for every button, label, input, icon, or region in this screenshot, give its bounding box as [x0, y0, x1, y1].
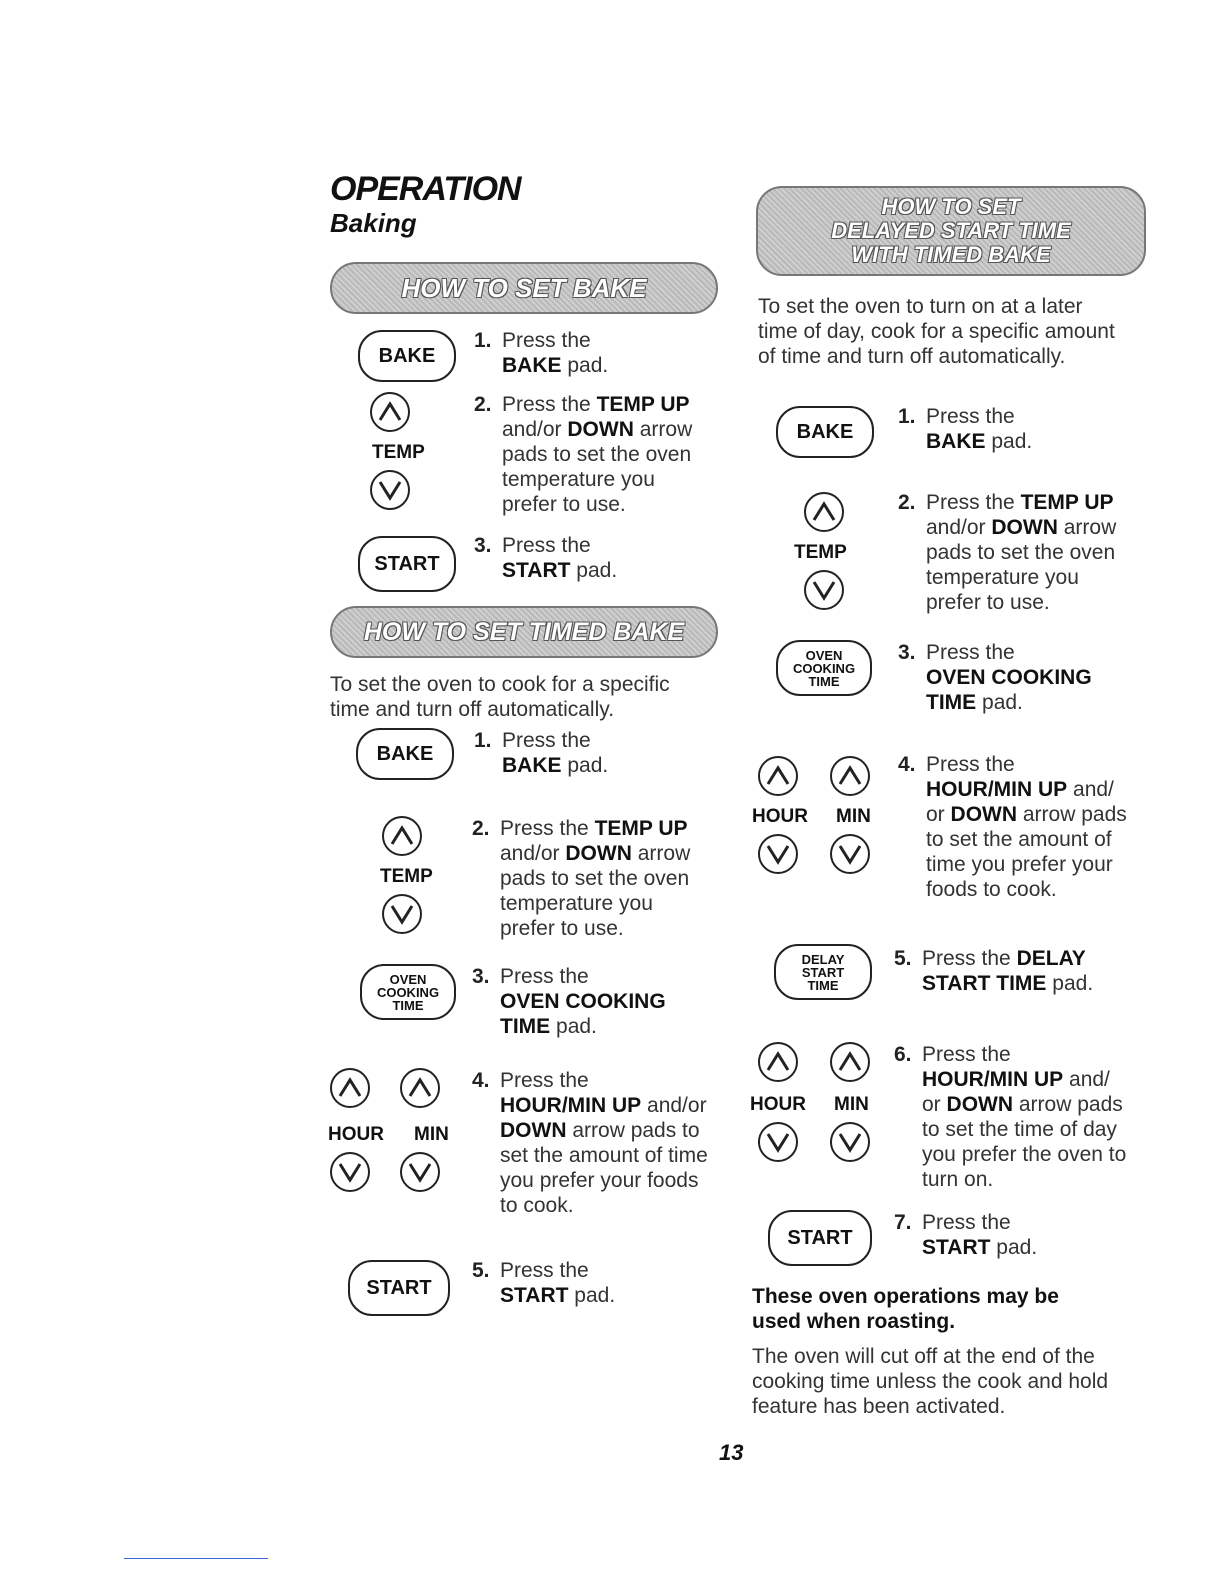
oven-cooking-time-pad[interactable]: OVEN COOKING TIME	[360, 964, 456, 1020]
delayed-step-7: 7. Press the START pad.	[894, 1211, 1038, 1259]
set-bake-step-2: 2. Press the TEMP UP and/or DOWN arrow pads to set the oven temperature you prefer to use.	[474, 393, 693, 516]
delay-start-time-pad[interactable]: DELAY START TIME	[774, 944, 872, 1000]
temp-label: TEMP	[794, 542, 847, 563]
start-pad[interactable]: START	[768, 1210, 872, 1266]
roasting-note-title: These oven operations may be used when roasting.	[752, 1285, 1059, 1333]
oven-cooking-time-pad[interactable]: OVEN COOKING TIME	[776, 640, 872, 696]
bake-pad[interactable]: BAKE	[356, 728, 454, 780]
start-pad[interactable]: START	[348, 1260, 450, 1316]
timed-bake-step-5: 5. Press the START pad.	[472, 1259, 616, 1307]
min-label: MIN	[414, 1124, 449, 1145]
temp-up-icon[interactable]	[804, 492, 844, 532]
hour-up-icon[interactable]	[330, 1068, 370, 1108]
hour-label: HOUR	[328, 1124, 384, 1145]
delayed-step-4: 4. Press the HOUR/MIN UP and/ or DOWN arrow pads to set the amount of time you prefer your foods to cook.	[898, 753, 1127, 901]
set-bake-banner-text: HOW TO SET BAKE	[401, 272, 647, 303]
min-up-icon[interactable]	[830, 756, 870, 796]
timed-bake-banner-text: HOW TO SET TIMED BAKE	[363, 617, 685, 646]
timed-bake-step-3: 3. Press the OVEN COOKING TIME pad.	[472, 965, 666, 1038]
min-down-icon[interactable]	[830, 834, 870, 874]
delayed-step-1: 1. Press the BAKE pad.	[898, 405, 1033, 453]
temp-label: TEMP	[380, 866, 433, 887]
set-bake-step-1: 1. Press the BAKE pad.	[474, 329, 609, 377]
section-title: OPERATION	[330, 170, 521, 208]
min-up-icon[interactable]	[830, 1042, 870, 1082]
timed-bake-intro: To set the oven to cook for a specific time and turn off automatically.	[330, 673, 670, 721]
delayed-step-3: 3. Press the OVEN COOKING TIME pad.	[898, 641, 1092, 714]
temp-label: TEMP	[372, 442, 425, 463]
min-down-icon[interactable]	[400, 1152, 440, 1192]
hour-down-icon[interactable]	[330, 1152, 370, 1192]
timed-bake-step-4: 4. Press the HOUR/MIN UP and/or DOWN arrow pads to set the amount of time you prefer your foods to cook.	[472, 1069, 708, 1217]
hour-label: HOUR	[752, 806, 808, 827]
subsection-title: Baking	[330, 208, 417, 238]
delayed-step-2: 2. Press the TEMP UP and/or DOWN arrow pads to set the oven temperature you prefer to use.	[898, 491, 1117, 614]
hour-up-icon[interactable]	[758, 756, 798, 796]
temp-down-icon[interactable]	[382, 894, 422, 934]
hour-up-icon[interactable]	[758, 1042, 798, 1082]
bake-pad[interactable]: BAKE	[358, 330, 456, 382]
min-label: MIN	[834, 1094, 869, 1115]
temp-up-icon[interactable]	[370, 392, 410, 432]
timed-bake-banner	[330, 606, 718, 658]
bake-pad[interactable]: BAKE	[776, 406, 874, 458]
hour-down-icon[interactable]	[758, 1122, 798, 1162]
min-up-icon[interactable]	[400, 1068, 440, 1108]
set-bake-step-3: 3. Press the START pad.	[474, 534, 618, 582]
min-label: MIN	[836, 806, 871, 827]
hour-down-icon[interactable]	[758, 834, 798, 874]
timed-bake-step-2: 2. Press the TEMP UP and/or DOWN arrow pads to set the oven temperature you prefer to use.	[472, 817, 691, 940]
set-bake-banner	[330, 262, 718, 314]
hour-label: HOUR	[750, 1094, 806, 1115]
page-number: 13	[719, 1440, 744, 1465]
temp-down-icon[interactable]	[804, 570, 844, 610]
min-down-icon[interactable]	[830, 1122, 870, 1162]
temp-down-icon[interactable]	[370, 470, 410, 510]
timed-bake-step-1: 1. Press the BAKE pad.	[474, 729, 609, 777]
start-pad[interactable]: START	[358, 536, 456, 592]
delayed-start-banner: HOW TO SET DELAYED START TIME WITH TIMED BAKE	[756, 186, 1146, 276]
delayed-step-5: 5. Press the DELAY START TIME pad.	[894, 947, 1094, 995]
delayed-start-intro: To set the oven to turn on at a later time of day, cook for a specific amount of time and turn off automatically.	[758, 295, 1115, 368]
delayed-step-6: 6. Press the HOUR/MIN UP and/ or DOWN arrow pads to set the time of day you prefer the oven to turn on.	[894, 1043, 1127, 1191]
roasting-note-text: The oven will cut off at the end of the cooking time unless the cook and hold feature has been activated.	[752, 1345, 1109, 1418]
temp-up-icon[interactable]	[382, 816, 422, 856]
bottom-rule	[124, 1558, 268, 1559]
